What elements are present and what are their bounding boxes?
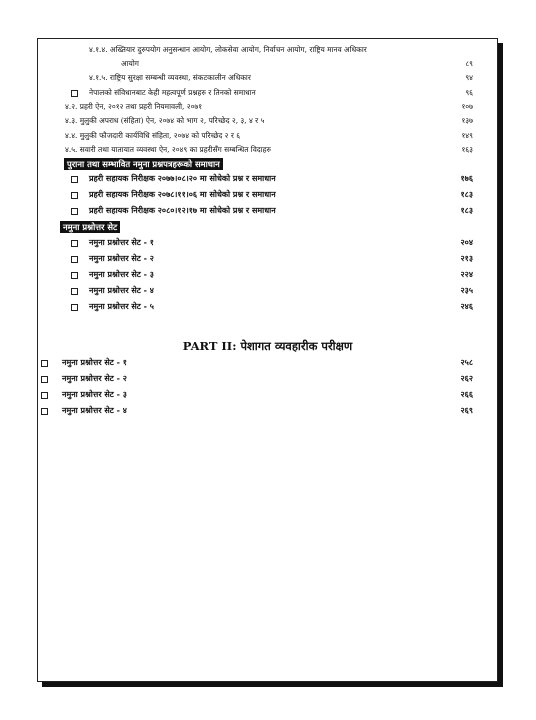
toc-entry-page: १३७ <box>461 116 473 125</box>
toc-entry-text: आयोग <box>121 59 139 68</box>
checkbox-icon <box>71 90 78 97</box>
toc-entry-page: २६२ <box>460 374 473 383</box>
toc-entry-page: २४६ <box>460 302 473 311</box>
section-heading: नमुना प्रश्नोत्तर सेट <box>60 221 120 233</box>
toc-entry-text: नमुना प्रश्नोत्तर सेट - ५ <box>89 302 154 311</box>
checkbox-icon <box>71 240 78 247</box>
toc-entry-text: ४.२. प्रहरी ऐन, २०१२ तथा प्रहरी नियमावली, २०७१ <box>65 102 203 111</box>
toc-entry-page: १०७ <box>461 102 473 111</box>
toc-entry-text: नमुना प्रश्नोत्तर सेट - १ <box>62 358 127 367</box>
toc-entry-page: ९६ <box>465 88 473 97</box>
checkbox-icon <box>71 272 78 279</box>
toc-entry-page: २२४ <box>460 270 473 279</box>
toc-entry-page: २६९ <box>460 406 473 415</box>
toc-entry-text: नमुना प्रश्नोत्तर सेट - ४ <box>62 406 127 415</box>
part-label: PART II: <box>182 339 237 353</box>
toc-entry-text: ४.१.४. अख्तियार दुरुपयोग अनुसन्धान आयोग, लोकसेवा आयोग, निर्वाचन आयोग, राष्ट्रिय मानव अधिकार <box>89 45 367 54</box>
toc-entry-text: प्रहरी सहायक निरीक्षक २०७८।११।०६ मा सोधेको प्रश्न र समाधान <box>89 190 276 199</box>
toc-entry-page: २०४ <box>460 238 473 247</box>
toc-entry-text: नमुना प्रश्नोत्तर सेट - ३ <box>89 270 154 279</box>
toc-entry-page: ८९ <box>465 59 473 68</box>
toc-entry-page: ९४ <box>465 73 473 82</box>
toc-entry-text: ४.४. मुलुकी फौजदारी कार्यविधि संहिता, २०७४ को परिच्छेद २ र ६ <box>65 131 241 140</box>
toc-entry-page: १८३ <box>460 206 473 215</box>
checkbox-icon <box>71 176 78 183</box>
toc-entry-text: ४.५. सवारी तथा यातायात व्यवस्था ऐन, २०४९ का प्रहरीसँग सम्बन्धित विदाहरु <box>65 145 271 154</box>
toc-entry-text: प्रहरी सहायक निरीक्षक २०८०।१२।१७ मा सोधेको प्रश्न र समाधान <box>89 206 276 215</box>
toc-entry-text: नमुना प्रश्नोत्तर सेट - १ <box>89 238 154 247</box>
checkbox-icon <box>71 256 78 263</box>
toc-entry-page: २६६ <box>460 390 473 399</box>
checkbox-icon <box>41 408 48 415</box>
toc-entry-page: २५८ <box>460 358 473 367</box>
section-heading: पुराना तथा सम्भावित नमुना प्रश्नपत्रहरूको समाधान <box>64 158 223 170</box>
part-heading: पेशागत व्यवहारीक परीक्षण <box>240 339 353 353</box>
toc-entry-text: ४.३. मुलुकी अपराध (संहिता) ऐन, २०७४ को भाग २, परिच्छेद २, ३, ४ र ५ <box>65 116 265 125</box>
toc-entry-text: नमुना प्रश्नोत्तर सेट - ४ <box>89 286 154 295</box>
checkbox-icon <box>71 304 78 311</box>
toc-entry-page: १६३ <box>461 145 473 154</box>
toc-entry-page: १८३ <box>460 190 473 199</box>
toc-entry-text: ४.१.५. राष्ट्रिय सुरक्षा सम्बन्धी व्यवस्था, संकटकालीन अधिकार <box>89 73 251 82</box>
page-frame <box>37 38 498 682</box>
toc-entry-page: १७६ <box>460 174 473 183</box>
checkbox-icon <box>41 360 48 367</box>
toc-entry-page: १४९ <box>461 131 473 140</box>
toc-entry-page: २३५ <box>460 286 473 295</box>
toc-entry-text: नमुना प्रश्नोत्तर सेट - २ <box>62 374 127 383</box>
part-title <box>38 339 497 354</box>
checkbox-icon <box>71 288 78 295</box>
checkbox-icon <box>71 208 78 215</box>
toc-entry-text: नेपालको संविधानबाट केही महत्वपूर्ण प्रश्नहरु र तिनको समाधान <box>89 88 256 97</box>
checkbox-icon <box>41 392 48 399</box>
checkbox-icon <box>41 376 48 383</box>
toc-entry-text: नमुना प्रश्नोत्तर सेट - २ <box>89 254 154 263</box>
toc-entry-page: २१३ <box>460 254 473 263</box>
toc-entry-text: प्रहरी सहायक निरीक्षक २०७७।०८।२० मा सोधेको प्रश्न र समाधान <box>89 174 276 183</box>
toc-entry-text: नमुना प्रश्नोत्तर सेट - ३ <box>62 390 127 399</box>
checkbox-icon <box>71 192 78 199</box>
